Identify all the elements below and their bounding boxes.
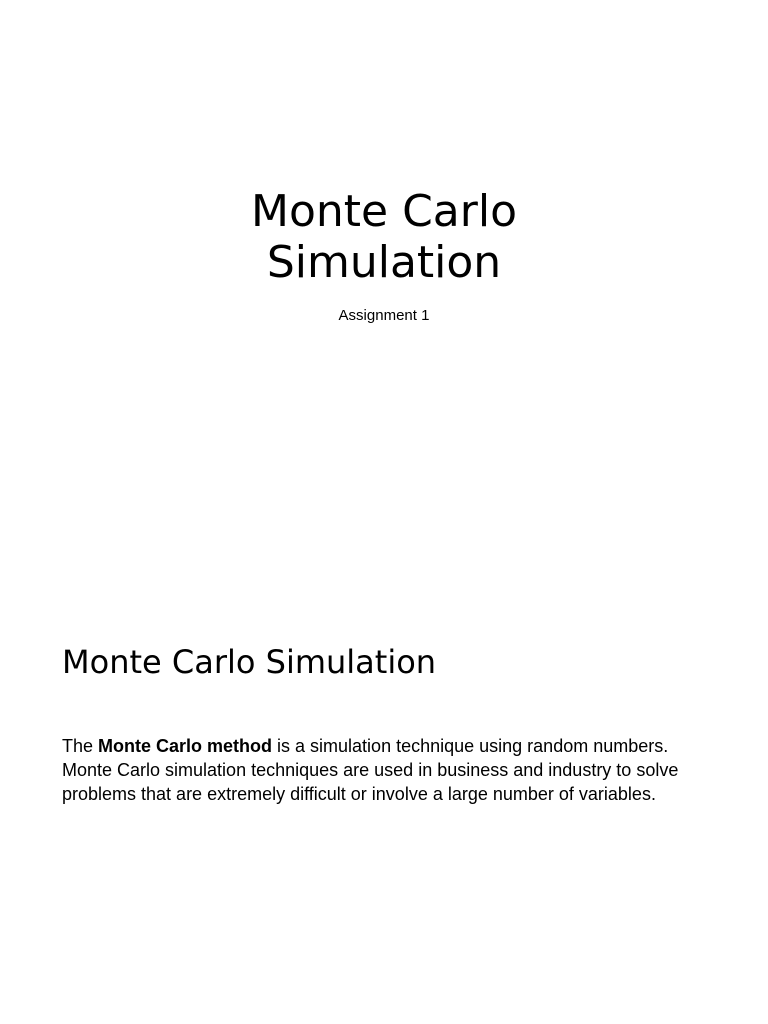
paragraph-bold-term: Monte Carlo method: [98, 736, 273, 756]
slide-subtitle: Assignment 1: [338, 307, 430, 324]
slide-paragraph: [62, 734, 712, 806]
slide-title-line-2: Simulation: [266, 237, 502, 288]
slide-title-line-1: Monte Carlo: [251, 186, 517, 237]
content-slide: [0, 560, 768, 1024]
slide-heading: Monte Carlo Simulation: [62, 643, 437, 681]
slide-title: [0, 186, 768, 288]
paragraph-prefix: The: [62, 736, 99, 756]
paragraph-rest: is a simulation technique using random numbers. Monte Carlo simulation techniques are used in business and industry to solve problems that are extremely difficult or involve a large number of variables.: [62, 736, 679, 804]
